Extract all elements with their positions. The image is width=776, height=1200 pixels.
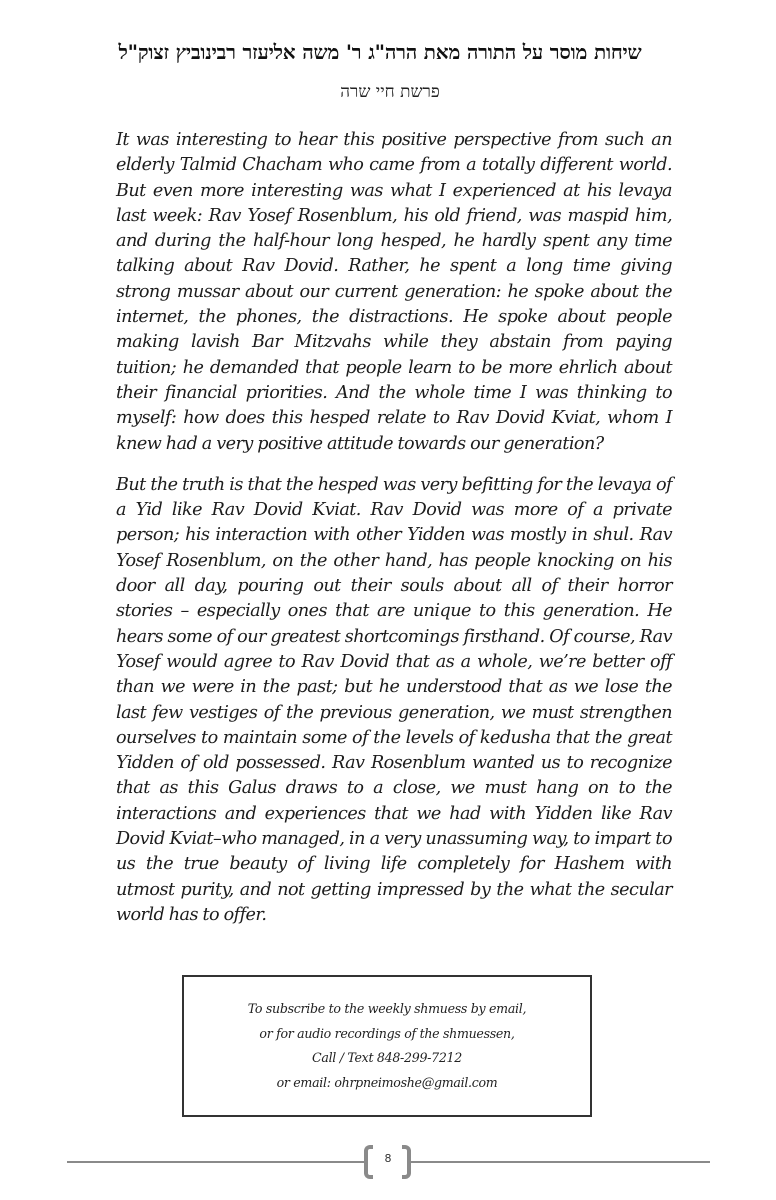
footer-rule-left	[67, 1161, 367, 1163]
footer-rule-right	[408, 1161, 710, 1163]
subscribe-line: To subscribe to the weekly shmuess by email,	[247, 1001, 527, 1016]
left-bracket-icon	[364, 1145, 373, 1179]
article-body	[116, 128, 672, 944]
parsha-subtitle: פרשת חיי שרה	[340, 82, 440, 102]
contact-email: or email: ohrpneimoshe@gmail.com	[276, 1074, 498, 1090]
paragraph: It was interesting to hear this positive perspective from such an elderly Talmid Chacham who came from a totally different world. But even more interesting was what I experienced at his levaya last week: Rav Yosef Rosenblum, his old friend, was maspid him, and during the half-hour long hesped, he hardly spent any time talking about Rav Dovid. Rather, he spent a long time giving strong mussar about our current generation: he spoke about the internet, the phones, the distractions. He spoke about people making lavish Bar Mitzvahs while they abstain from paying tuition; he demanded that people learn to be more ehrlich about their financial priorities. And the whole time I was thinking to myself: how does this hesped relate to Rav Dovid Kviat, whom I knew had a very positive attitude towards our generation?	[116, 130, 672, 454]
subscribe-info-box	[182, 975, 592, 1117]
contact-phone: Call / Text 848-299-7212	[312, 1050, 462, 1065]
page-number: 8	[384, 1152, 392, 1165]
running-header-title: שיחות מוסר על התורה מאת הרה"ג ר' משה אליעזר רבינוביץ זצוק"ל	[118, 40, 642, 64]
subscribe-line: or for audio recordings of the shmuessen,	[259, 1025, 515, 1041]
paragraph: But the truth is that the hesped was very befitting for the levaya of a Yid like Rav Dovid Kviat. Rav Dovid was more of a private person; his interaction with other Yidden was mostly in shul. Rav Yosef Rosenblum, on the other hand, has people knocking on his door all day, pouring out their souls about all of their horror stories – especially ones that are unique to this generation. He hears some of our greatest shortcomings firsthand. Of course, Rav Yosef would agree to Rav Dovid that as a whole, we’re better off than we were in the past; but he understood that as we lose the last few vestiges of the previous generation, we must strengthen ourselves to maintain some of the levels of kedusha that the great Yidden of old possessed. Rav Rosenblum wanted us to recognize that as this Galus draws to a close, we must hang on to the interactions and experiences that we had with Yidden like Rav Dovid Kviat–who managed, in a very unassuming way, to impart to us the true beauty of living life completely for Hashem with utmost purity, and not getting impressed by the what the secular world has to offer.	[116, 474, 672, 925]
